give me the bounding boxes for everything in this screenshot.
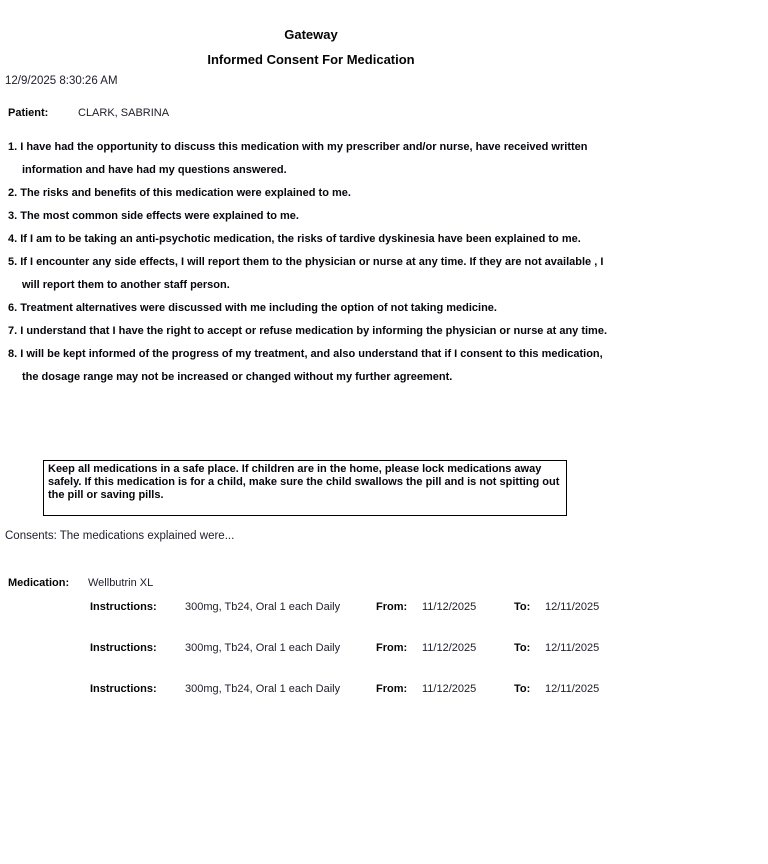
instructions-text: 300mg, Tb24, Oral 1 each Daily (185, 642, 341, 654)
consent-item-7: 7. I understand that I have the right to accept or refuse medication by informing the physician or nurse at any time. (8, 325, 608, 337)
instruction-row-1 (0, 601, 768, 617)
instructions-label: Instructions: (90, 642, 157, 654)
from-date: 11/12/2025 (422, 642, 477, 654)
from-label: From: (376, 601, 408, 613)
consents-intro-line: Consents: The medications explained were... (5, 530, 235, 542)
from-date: 11/12/2025 (422, 683, 477, 695)
to-date: 12/11/2025 (545, 642, 600, 654)
from-label: From: (376, 642, 408, 654)
organization-title: Gateway (284, 27, 338, 42)
report-datetime: 12/9/2025 8:30:26 AM (5, 75, 118, 87)
report-header (0, 27, 622, 67)
medication-label: Medication: (8, 577, 70, 589)
instruction-row-3 (0, 683, 768, 699)
to-date: 12/11/2025 (545, 683, 600, 695)
instruction-row-2 (0, 642, 768, 658)
instructions-label: Instructions: (90, 683, 157, 695)
consent-item-4: 4. If I am to be taking an anti-psychotic medication, the risks of tardive dyskinesia have been explained to me. (8, 233, 581, 245)
to-label: To: (514, 642, 531, 654)
to-label: To: (514, 683, 531, 695)
consent-item-8: 8. I will be kept informed of the progress of my treatment, and also understand that if I consent to this medication, the dosage range may not be increased or changed without my further agreement. (8, 348, 603, 383)
consent-item-5: 5. If I encounter any side effects, I will report them to the physician or nurse at any time. If they are not available , I will report them to another staff person. (8, 256, 604, 291)
patient-name: CLARK, SABRINA (78, 107, 170, 119)
consent-item-3: 3. The most common side effects were explained to me. (8, 210, 299, 222)
to-date: 12/11/2025 (545, 601, 600, 613)
from-date: 11/12/2025 (422, 601, 477, 613)
instructions-text: 300mg, Tb24, Oral 1 each Daily (185, 601, 341, 613)
patient-label: Patient: (8, 107, 49, 119)
consent-item-6: 6. Treatment alternatives were discussed with me including the option of not taking medicine. (8, 302, 497, 314)
medication-safety-notice-box: Keep all medications in a safe place. If children are in the home, please lock medications away safely. If this medication is for a child, make sure the child swallows the pill and is not spitting out the pill or saving pills. (43, 460, 567, 516)
consent-item-2: 2. The risks and benefits of this medication were explained to me. (8, 187, 351, 199)
instructions-text: 300mg, Tb24, Oral 1 each Daily (185, 683, 341, 695)
instructions-label: Instructions: (90, 601, 157, 613)
from-label: From: (376, 683, 408, 695)
to-label: To: (514, 601, 531, 613)
medication-name: Wellbutrin XL (88, 577, 154, 589)
consent-statements-list (8, 136, 614, 389)
report-title: Informed Consent For Medication (207, 52, 415, 67)
consent-item-1: 1. I have had the opportunity to discuss this medication with my prescriber and/or nurse, have received written information and have had my questions answered. (8, 141, 588, 176)
